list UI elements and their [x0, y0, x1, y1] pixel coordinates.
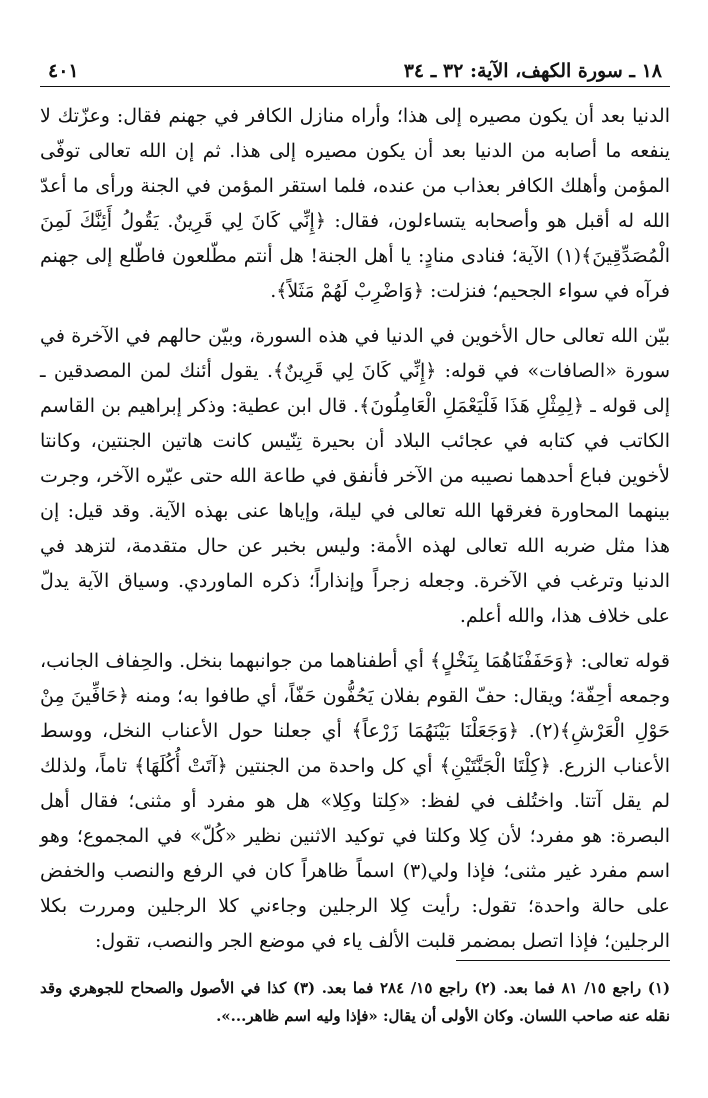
paragraph-1: الدنيا بعد أن يكون مصيره إلى هذا؛ وأراه منازل الكافر في جهنم فقال: وعزّتك لا ينفعه ما أصابه من الدنيا بعد أن يكون مصيره إلى هذا. ثم إن الله تعالى توفّى المؤمن وأهلك الكافر بعذاب من عنده، فلما استقر المؤمن في الجنة ورأى ما أعدّ الله له أقبل هو وأصحابه يتساءلون، فقال: ﴿إِنِّي كَانَ لِي قَرِينٌ. يَقُولُ أَئِنَّكَ لَمِنَ الْمُصَدِّقِينَ﴾(١) الآية؛ فنادى منادٍ: يا أهل الجنة! هل أنتم مطّلعون فاطّلع إلى جهنم فرآه في سواء الجحيم؛ فنزلت: ﴿وَاضْرِبْ لَهُمْ مَثَلاً﴾.: [40, 105, 671, 302]
paragraph-2: بيّن الله تعالى حال الأخوين في الدنيا في هذه السورة، وبيّن حالهم في الآخرة في سورة «الصافات» في قوله: ﴿إِنِّي كَانَ لِي قَرِينٌ﴾. يقول أئنك لمن المصدقين ـ إلى قوله ـ ﴿لِمِثْلِ هَذَا فَلْيَعْمَلِ الْعَامِلُونَ﴾. قال ابن عطية: وذكر إبراهيم بن القاسم الكاتب في كتابه في عجائب البلاد أن بحيرة تِنّيس كانت هاتين الجنتين، وكانتا لأخوين فباع أحدهما نصيبه من الآخر فأنفق في طاعة الله حتى عيّره الآخر، وجرت بينهما المحاورة فغرقها الله تعالى في ليلة، وإياها عنى بهذه الآية. وقد قيل: إن هذا مثل ضربه الله تعالى لهذه الأمة: وليس بخبر عن حال متقدمة، لتزهد في الدنيا وترغب في الآخرة. وجعله زجراً وإنذاراً؛ ذكره الماوردي. وسياق الآية يدلّ على خلاف هذا، والله أعلم.: [40, 325, 670, 627]
running-header: [40, 52, 670, 82]
paragraph-3: قوله تعالى: ﴿وَحَفَفْنَاهُمَا بِنَخْلٍ﴾ أي أطفناهما من جوانبهما بنخل. والحِفاف الجانب، وجمعه أحِفّة؛ ويقال: حفّ القوم بفلان يَحُفُّون حَفّاً، أي طافوا به؛ ومنه ﴿حَافِّينَ مِنْ حَوْلِ الْعَرْشِ﴾(٢). ﴿وَجَعَلْنَا بَيْنَهُمَا زَرْعاً﴾ أي جعلنا حول الأعناب النخل، ووسط الأعناب الزرع. ﴿كِلْتَا الْجَنَّتَيْنِ﴾ أي كل واحدة من الجنتين ﴿آتَتْ أُكُلَهَا﴾ تاماً، ولذلك لم يقل آتتا. واختُلف في لفظ: «كِلتا وكِلا» هل هو مفرد أو مثنى؛ فقال أهل البصرة: هو مفرد؛ لأن كِلا وكلتا في توكيد الاثنين نظير «كُلّ» في المجموع؛ وهو اسم مفرد غير مثنى؛ فإذا ولي(٣) اسماً ظاهراً كان في الرفع والنصب والخفض على حالة واحدة؛ تقول: رأيت كِلا الرجلين وجاءني كلا الرجلين ومررت بكلا الرجلين؛ فإذا اتصل بمضمر قلبت الألف ياء في موضع الجر والنصب، تقول:: [40, 650, 670, 952]
book-page: [40, 52, 670, 1062]
header-divider: [40, 86, 670, 87]
footnote-divider: [456, 960, 670, 961]
footnotes: [40, 974, 670, 1030]
main-text: [40, 99, 670, 959]
page-number: ٤٠١: [48, 60, 79, 82]
chapter-heading: ١٨ ـ سورة الكهف، الآية: ٣٢ ـ ٣٤: [403, 60, 662, 82]
footnote-text: (١) راجع ١٥/ ٨١ فما بعد. (٢) راجع ١٥/ ٢٨٤ فما بعد. (٣) كذا في الأصول والصحاح للجوهري وقد نقله عنه صاحب اللسان. وكان الأولى أن يقال: «فإذا وليه اسم ظاهر...».: [40, 979, 671, 1025]
